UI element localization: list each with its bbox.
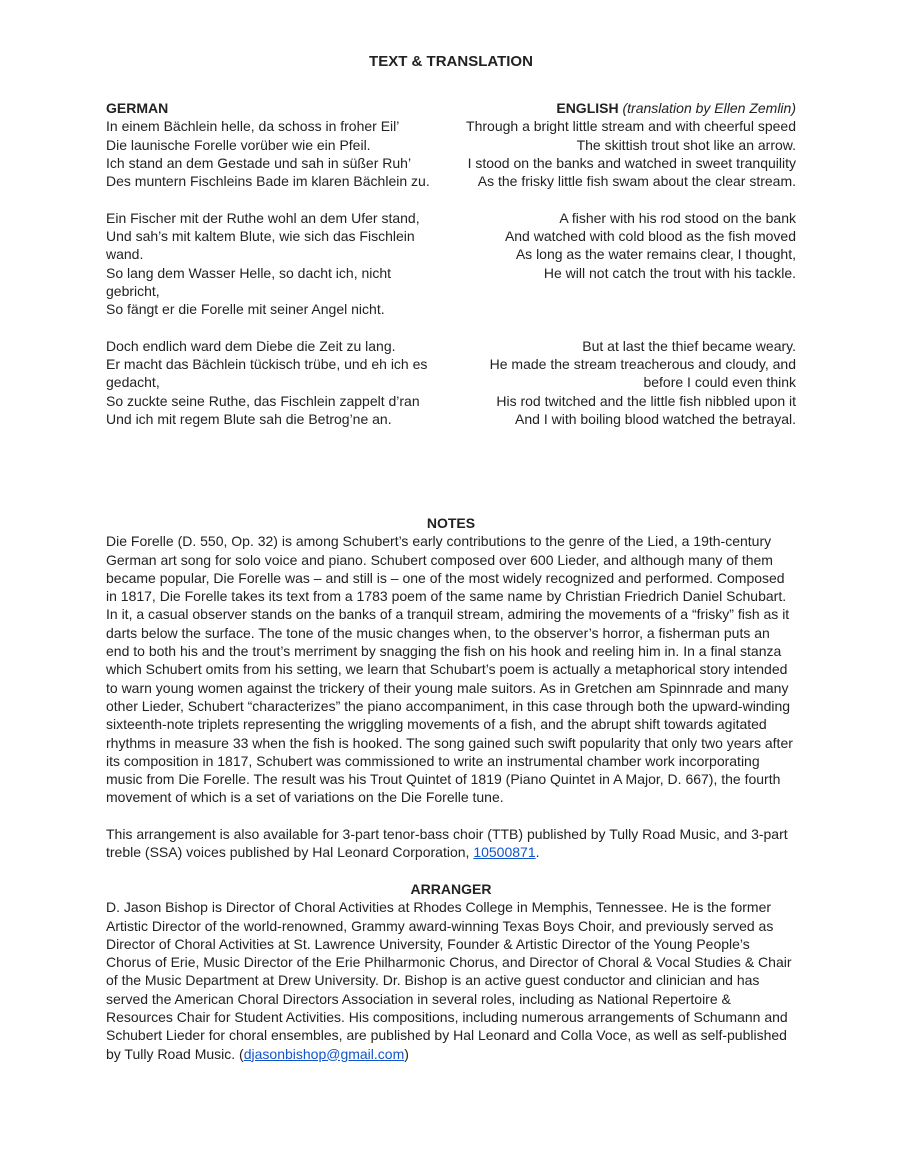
availability-text: This arrangement is also available for 3-part tenor-bass choir (TTB) published by Tully Road Music, and 3-part treble (SSA) voices published by Hal Leonard Corporation, — [106, 826, 788, 861]
english-line: A fisher with his rod stood on the bank — [559, 209, 796, 226]
german-line: Doch endlich ward dem Diebe die Zeit zu lang. — [106, 337, 396, 354]
catalog-number-link[interactable]: 10500871 — [473, 844, 536, 861]
email-link[interactable]: djasonbishop@gmail.com — [243, 1045, 405, 1062]
english-line: He made the stream treacherous and cloudy, and — [489, 356, 796, 373]
german-line: Ich stand an dem Gestade und sah in süßer Ruh’ — [106, 154, 412, 171]
english-line: I stood on the banks and watched in sweet tranquility — [467, 154, 796, 171]
notes-paragraph: Die Forelle (D. 550, Op. 32) is among Schubert’s early contributions to the genre of the Lied, a 19th-century German art song for solo voice and piano. Schubert composed over 600 Lieder, and although many of them became popular, Die Forelle was – and still is – one of the most widely recognized and performed. Composed in 1817, Die Forelle takes its text from a 1783 poem of the same name by Christian Friedrich Daniel Schubart. In it, a casual observer stands on the banks of a tranquil stream, admiring the movements of a “frisky” fish as it darts below the surface. The tone of the music changes when, to the observer’s horror, a fisherman puts an end to both his and the trout’s merriment by snagging the fish on his hook and reeling him in. In a final stanza which Schubert omits from his setting, we learn that Schubart’s poem is actually a metaphorical story intended to warn young women against the trickery of their young male suitors. As in Gretchen am Spinnrade and many other Lieder, Schubert “characterizes” the piano accompaniment, in this case through both the upward-winding sixteenth-note triplets representing the wriggling movements of a fish, and the abrupt shift towards agitated rhythms in measure 33 when the fish is hooked. The song gained such swift popularity that only two years after its composition in 1817, Schubert was commissioned to write an instrumental chamber work incorporating music from Die Forelle. The result was his Trout Quintet of 1819 (Piano Quintet in A Major, D. 667), the fourth movement of which is a set of variations on the Die Forelle tune. — [106, 533, 793, 806]
german-stanza-1 — [106, 117, 442, 190]
english-stanza-2 — [456, 209, 796, 319]
english-heading: ENGLISH — [556, 100, 619, 116]
arranger-heading: ARRANGER — [410, 880, 492, 897]
page-title: TEXT & TRANSLATION — [369, 53, 533, 70]
english-line: And watched with cold blood as the fish moved — [504, 228, 796, 245]
german-line: Er macht das Bächlein tückisch trübe, und eh ich es — [106, 356, 428, 373]
german-line: gebricht, — [106, 282, 160, 299]
availability-paragraph — [106, 825, 796, 862]
english-stanza-3 — [456, 337, 796, 428]
arranger-paragraph — [106, 898, 796, 1063]
notes-heading: NOTES — [426, 515, 476, 531]
german-line: Des muntern Fischleins Bade im klaren Bächlein zu. — [106, 173, 430, 190]
english-heading-row — [456, 99, 796, 117]
english-line: But at last the thief became weary. — [582, 337, 796, 354]
translation-credit: (translation by Ellen Zemlin) — [622, 100, 796, 116]
english-line: Through a bright little stream and with cheerful speed — [466, 118, 796, 135]
german-line: So fängt er die Forelle mit seiner Angel nicht. — [106, 301, 385, 318]
availability-end: . — [535, 844, 540, 861]
english-line-spacer — [456, 282, 796, 300]
german-line: Die launische Forelle vorüber wie ein Pfeil. — [106, 136, 371, 153]
notes-section — [106, 514, 796, 1063]
english-line: The skittish trout shot like an arrow. — [576, 136, 796, 153]
german-line: So lang dem Wasser Helle, so dacht ich, nicht — [106, 264, 392, 281]
english-line: before I could even think — [643, 374, 796, 391]
english-line: As long as the water remains clear, I thought, — [515, 246, 796, 263]
german-stanza-2 — [106, 209, 442, 319]
english-line: As the frisky little fish swam about the clear stream. — [477, 173, 796, 190]
english-line: His rod twitched and the little fish nibbled upon it — [496, 392, 796, 409]
english-column — [456, 99, 796, 428]
german-line: wand. — [106, 246, 144, 263]
german-column — [106, 99, 442, 428]
english-line: And I with boiling blood watched the betrayal. — [515, 411, 796, 428]
english-line-spacer — [456, 300, 796, 318]
english-stanza-1 — [456, 117, 796, 190]
german-line: gedacht, — [106, 374, 160, 391]
english-line: He will not catch the trout with his tackle. — [543, 264, 796, 281]
german-line: Und sah’s mit kaltem Blute, wie sich das Fischlein — [106, 228, 415, 245]
german-line: Und ich mit regem Blute sah die Betrog’ne an. — [106, 411, 392, 428]
german-heading: GERMAN — [106, 100, 169, 116]
german-stanza-3 — [106, 337, 442, 428]
arranger-bio-end: ) — [404, 1045, 409, 1062]
german-line: So zuckte seine Ruthe, das Fischlein zappelt d’ran — [106, 392, 420, 409]
german-line: In einem Bächlein helle, da schoss in froher Eil’ — [106, 118, 400, 135]
arranger-bio: D. Jason Bishop is Director of Choral Activities at Rhodes College in Memphis, Tennessee. He is the former Artistic Director of the world-renowned, Grammy award-winning Texas Boys Choir, and previously served as Director of Choral Activities at St. Lawrence University, Founder & Artistic Director of the Young People’s Chorus of Erie, Music Director of the Erie Philharmonic Chorus, and Director of Choral & Vocal Studies & Chair of the Music Department at Drew University. Dr. Bishop is an active guest conductor and clinician and has served the American Choral Directors Association in several roles, including as National Repertoire & Resources Chair for Student Activities. His compositions, including numerous arrangements of Schumann and Schubert Lieder for choral ensembles, are published by Hal Leonard and Colla Voce, as well as self-published by Tully Road Music. ( — [106, 899, 792, 1062]
german-line: Ein Fischer mit der Ruthe wohl an dem Ufer stand, — [106, 209, 420, 226]
